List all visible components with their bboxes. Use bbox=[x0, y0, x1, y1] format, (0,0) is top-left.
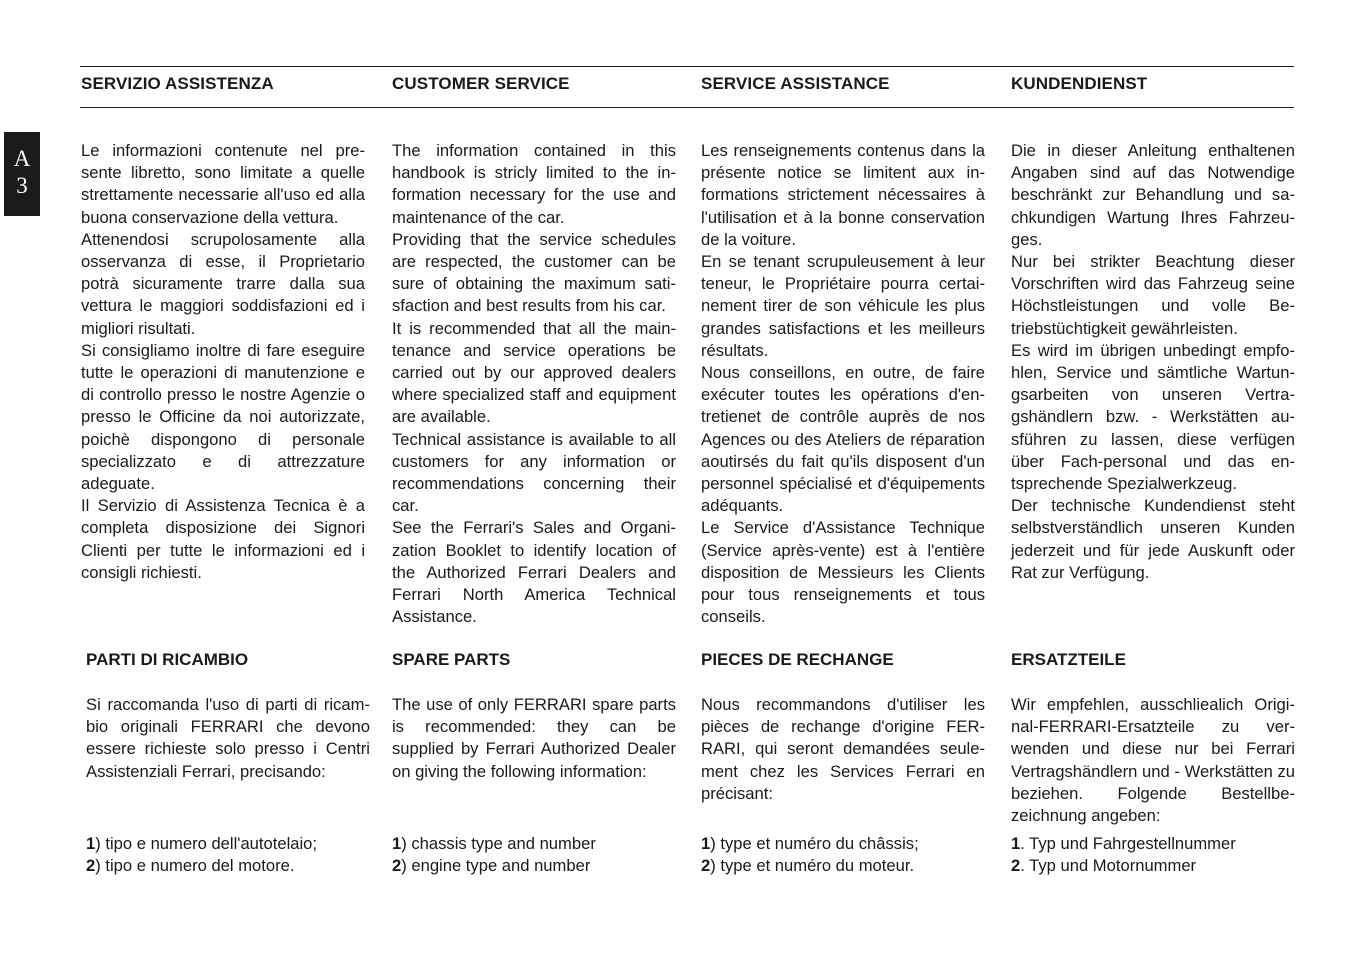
paragraph: Providing that the service schedules are respected, the customer can be sure of obtaining the maximum satisfaction and best results from his car. bbox=[392, 229, 676, 316]
parts-list-english bbox=[392, 833, 676, 877]
list-number: 1 bbox=[1011, 834, 1021, 853]
paragraph: En se tenant scrupuleusement à leur teneur, le Propriétaire pourra certainement tirer de son véhicule les plus grandes satisfactions et les meilleurs résultats. bbox=[701, 252, 985, 360]
section-tab bbox=[4, 132, 40, 216]
body-french bbox=[701, 140, 985, 628]
paragraph: Die in dieser Anleitung enthaltenen Angaben sind auf das Notwendige beschränkt zur Behandlung und sachkundigen Wartung Ihres Fahrzeuges. bbox=[1011, 141, 1295, 249]
heading-english: CUSTOMER SERVICE bbox=[392, 74, 570, 93]
list-number: 2 bbox=[86, 856, 96, 876]
parts-heading-french: PIECES DE RECHANGE bbox=[701, 650, 894, 669]
heading-german: KUNDENDIENST bbox=[1011, 74, 1148, 93]
list-number: 2 bbox=[1011, 856, 1021, 876]
list-number: 1 bbox=[86, 834, 96, 853]
paragraph: Wir empfehlen, ausschliealich Original-FERRARI-Ersatzteile zu verwenden und diese nur bei Ferrari Vertragshändlern und - Werkstätten zu beziehen. Folgende Bestellbezeichnung angeben: bbox=[1011, 695, 1295, 826]
section-tab-letter: A bbox=[13, 146, 31, 171]
parts-list-german bbox=[1011, 833, 1295, 877]
list-item bbox=[701, 833, 985, 855]
parts-heading-german: ERSATZTEILE bbox=[1011, 650, 1126, 669]
paragraph: Le informazioni contenute nel presente libretto, sono limitate a quelle strettamente necessarie all'uso ed alla buona conservazione della vettura. bbox=[81, 141, 365, 227]
paragraph: Der technische Kundendienst steht selbstverständlich unseren Kunden jederzeit und für jede Auskunft oder Rat zur Verfügung. bbox=[1011, 496, 1295, 582]
list-text: ) type et numéro du moteur. bbox=[710, 856, 915, 876]
list-text: . Typ und Motornummer bbox=[1020, 856, 1197, 876]
list-text: ) tipo e numero dell'autotelaio; bbox=[95, 834, 318, 853]
paragraph: Le Service d'Assistance Technique (Service après-vente) est à l'entière disposition de Messieurs les Clients pour tous renseignements et tous conseils. bbox=[701, 518, 985, 627]
paragraph: Attenendosi scrupolosamente alla osservanza di esse, il Proprietario potrà sicuramente trarre dalla sua vettura le maggiori soddisfazioni ed i migliori risultati. bbox=[81, 229, 365, 338]
paragraph: See the Ferrari's Sales and Organization Booklet to identify location of the Authorized Ferrari Dealers and Ferrari North America Technical Assistance. bbox=[392, 518, 676, 627]
body-english bbox=[392, 140, 676, 628]
heading-french: SERVICE ASSISTANCE bbox=[701, 74, 890, 93]
list-item bbox=[1011, 833, 1295, 855]
list-number: 2 bbox=[392, 856, 402, 876]
paragraph: Es wird im übrigen unbedingt empfohlen, Service und sämtliche Wartungsarbeiten von unseren Vertragshändlern bzw. - Werkstätten ausführen zu lassen, diese verfügen über Fach-personal und das entsprechende Spezialwerkzeug. bbox=[1011, 340, 1295, 494]
list-number: 1 bbox=[701, 834, 711, 853]
paragraph: Technical assistance is available to all customers for any information or recommendations concerning their car. bbox=[392, 429, 676, 516]
heading-italian: SERVIZIO ASSISTENZA bbox=[81, 74, 274, 93]
list-text: ) engine type and number bbox=[401, 856, 591, 876]
parts-list-italian bbox=[86, 833, 370, 877]
list-item bbox=[86, 833, 370, 855]
list-item bbox=[1011, 855, 1295, 877]
list-text: ) tipo e numero del motore. bbox=[95, 856, 295, 876]
paragraph: It is recommended that all the maintenance and service operations be carried out by our approved dealers where specialized staff and equipment are available. bbox=[392, 318, 676, 427]
list-item bbox=[392, 855, 676, 877]
paragraph: Si consigliamo inoltre di fare eseguire tutte le operazioni di manutenzione e di controllo presso le nostre Agenzie o presso le Officine da noi autorizzate, poichè dispongono di personale specializzato e di attrezzature adeguate. bbox=[81, 340, 365, 494]
top-rule bbox=[80, 66, 1294, 67]
list-number: 1 bbox=[392, 834, 402, 853]
parts-heading-english: SPARE PARTS bbox=[392, 650, 511, 669]
paragraph: The use of only FERRARI spare parts is recommended: they can be supplied by Ferrari Authorized Dealer on giving the following information: bbox=[392, 695, 676, 781]
parts-text-italian bbox=[86, 694, 370, 783]
paragraph: Nous recommandons d'utiliser les pièces de rechange d'origine FERRARI, qui seront demandées seulement chez les Services Ferrari en précisant: bbox=[701, 695, 985, 803]
list-text: . Typ und Fahrgestellnummer bbox=[1020, 834, 1236, 853]
paragraph: Nous conseillons, en outre, de faire exécuter toutes les opérations d'entretienet de contrôle auprès de nos Agences ou des Ateliers de réparation aoutirsés du fait qu'ils disposent d'un personnel spécialisé et d'équipements adéquants. bbox=[701, 363, 985, 516]
parts-text-french bbox=[701, 694, 985, 805]
parts-list-french bbox=[701, 833, 985, 877]
list-item bbox=[701, 855, 985, 877]
list-item bbox=[86, 855, 370, 877]
paragraph: Nur bei strikter Beachtung dieser Vorschriften wird das Fahrzeug seine Höchstleistungen und volle Betriebstüchtigkeit gewährleisten. bbox=[1011, 252, 1295, 338]
parts-heading-italian: PARTI DI RICAMBIO bbox=[86, 650, 249, 669]
parts-text-english bbox=[392, 694, 676, 783]
paragraph: Il Servizio di Assistenza Tecnica è a completa disposizione dei Signori Clienti per tutte le informazioni ed i consigli richiesti. bbox=[81, 496, 365, 582]
paragraph: Si raccomanda l'uso di parti di ricambio originali FERRARI che devono essere richieste solo presso i Centri Assistenziali Ferrari, precisando: bbox=[86, 695, 370, 781]
body-german bbox=[1011, 140, 1295, 584]
parts-text-german bbox=[1011, 694, 1295, 827]
list-text: ) chassis type and number bbox=[401, 834, 596, 853]
list-text: ) type et numéro du châssis; bbox=[710, 834, 919, 853]
list-number: 2 bbox=[701, 856, 711, 876]
body-italian bbox=[81, 140, 365, 584]
paragraph: Les renseignements contenus dans la présente notice se limitent aux informations strictement nécessaires à l'utilisation et à la bonne conservation de la voiture. bbox=[701, 141, 985, 249]
header-rule bbox=[80, 107, 1294, 108]
list-item bbox=[392, 833, 676, 855]
section-tab-number: 3 bbox=[16, 173, 28, 198]
paragraph: The information contained in this handbook is stricly limited to the information necessary for the use and maintenance of the car. bbox=[392, 141, 676, 227]
